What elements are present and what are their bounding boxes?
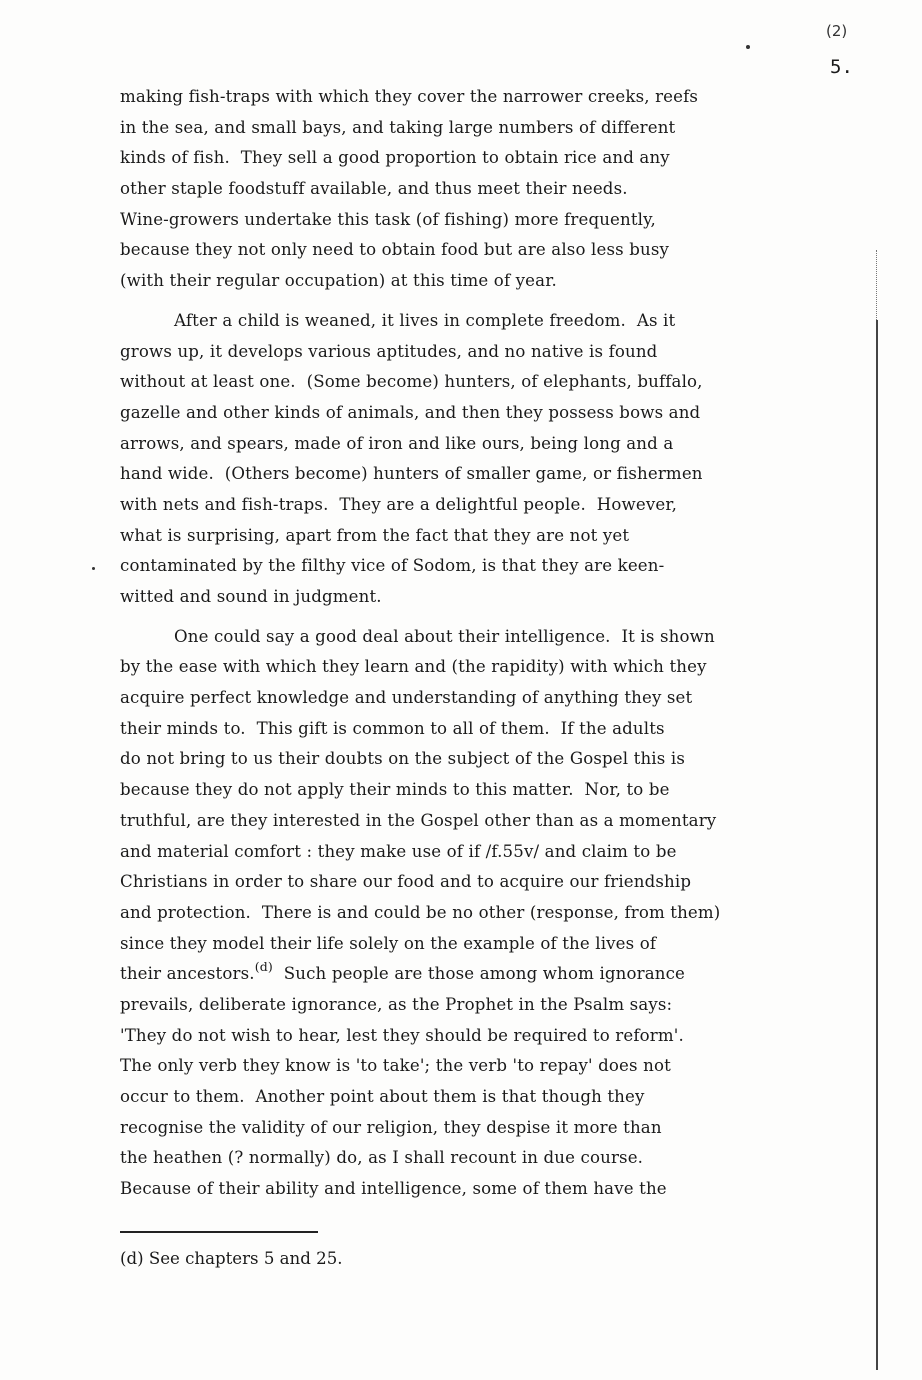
text-line: other staple foodstuff available, and thus meet their needs. xyxy=(120,179,628,199)
text-line: Because of their ability and intelligence, some of them have the xyxy=(120,1179,667,1199)
text-line: contaminated by the filthy vice of Sodom, is that they are keen- xyxy=(120,556,665,576)
scan-margin-line xyxy=(876,320,878,1370)
text-line: do not bring to us their doubts on the subject of the Gospel this is xyxy=(120,749,685,769)
text-line: their minds to. This gift is common to all of them. If the adults xyxy=(120,718,665,738)
main-text xyxy=(120,82,850,1205)
text-line: and material comfort : they make use of if /f.55v/ and claim to be xyxy=(120,841,677,861)
text-segment: Such people are those among whom ignorance xyxy=(272,964,686,984)
text-line: prevails, deliberate ignorance, as the Prophet in the Psalm says: xyxy=(120,994,673,1014)
text-line: acquire perfect knowledge and understanding of anything they set xyxy=(120,688,693,708)
text-line: in the sea, and small bays, and taking large numbers of different xyxy=(120,117,676,137)
footnote: (d) See chapters 5 and 25. xyxy=(120,1249,343,1268)
text-line: recognise the validity of our religion, they despise it more than xyxy=(120,1117,662,1137)
speck-mark xyxy=(746,45,750,49)
text-line: making fish-traps with which they cover the narrower creeks, reefs xyxy=(120,87,699,106)
text-line-with-footnote-ref xyxy=(120,959,850,990)
text-line: with nets and fish-traps. They are a delightful people. However, xyxy=(120,494,678,514)
text-line: without at least one. (Some become) hunters, of elephants, buffalo, xyxy=(120,372,703,392)
text-line: grows up, it develops various aptitudes, and no native is found xyxy=(120,341,658,361)
text-line: because they not only need to obtain food but are also less busy xyxy=(120,240,670,260)
text-line: Christians in order to share our food and to acquire our friendship xyxy=(120,872,692,892)
speck-mark xyxy=(92,567,95,570)
text-line: arrows, and spears, made of iron and like ours, being long and a xyxy=(120,433,674,453)
text-line: One could say a good deal about their intelligence. It is shown xyxy=(174,626,715,646)
text-line: the heathen (? normally) do, as I shall recount in due course. xyxy=(120,1148,644,1168)
corner-annotation: (2) xyxy=(826,22,848,40)
footnote-divider xyxy=(120,1231,318,1233)
text-line: by the ease with which they learn and (the rapidity) with which they xyxy=(120,657,707,677)
text-line: hand wide. (Others become) hunters of smaller game, or fishermen xyxy=(120,464,703,484)
page-number: 5. xyxy=(830,56,853,78)
text-line: After a child is weaned, it lives in complete freedom. As it xyxy=(174,310,676,330)
text-line: since they model their life solely on the example of the lives of xyxy=(120,933,657,953)
paragraph-2 xyxy=(120,306,850,613)
text-line: witted and sound in judgment. xyxy=(120,587,382,606)
paragraph-3 xyxy=(120,622,850,1205)
text-line: The only verb they know is 'to take'; the verb 'to repay' does not xyxy=(120,1056,671,1076)
text-line: kinds of fish. They sell a good proportion to obtain rice and any xyxy=(120,148,670,168)
paragraph-1 xyxy=(120,82,850,297)
text-line: and protection. There is and could be no other (response, from them) xyxy=(120,902,721,922)
scan-margin-line xyxy=(876,250,877,320)
text-line: gazelle and other kinds of animals, and then they possess bows and xyxy=(120,402,701,422)
footnote-reference: (d) xyxy=(254,958,273,974)
text-line: 'They do not wish to hear, lest they should be required to reform'. xyxy=(120,1025,684,1045)
text-line: what is surprising, apart from the fact that they are not yet xyxy=(120,525,630,545)
text-line: (with their regular occupation) at this time of year. xyxy=(120,271,557,291)
text-segment: their ancestors. xyxy=(120,964,255,984)
text-line: truthful, are they interested in the Gospel other than as a momentary xyxy=(120,810,717,830)
text-line: because they do not apply their minds to this matter. Nor, to be xyxy=(120,780,670,800)
text-line: Wine-growers undertake this task (of fishing) more frequently, xyxy=(120,209,656,229)
text-line: occur to them. Another point about them is that though they xyxy=(120,1087,645,1106)
